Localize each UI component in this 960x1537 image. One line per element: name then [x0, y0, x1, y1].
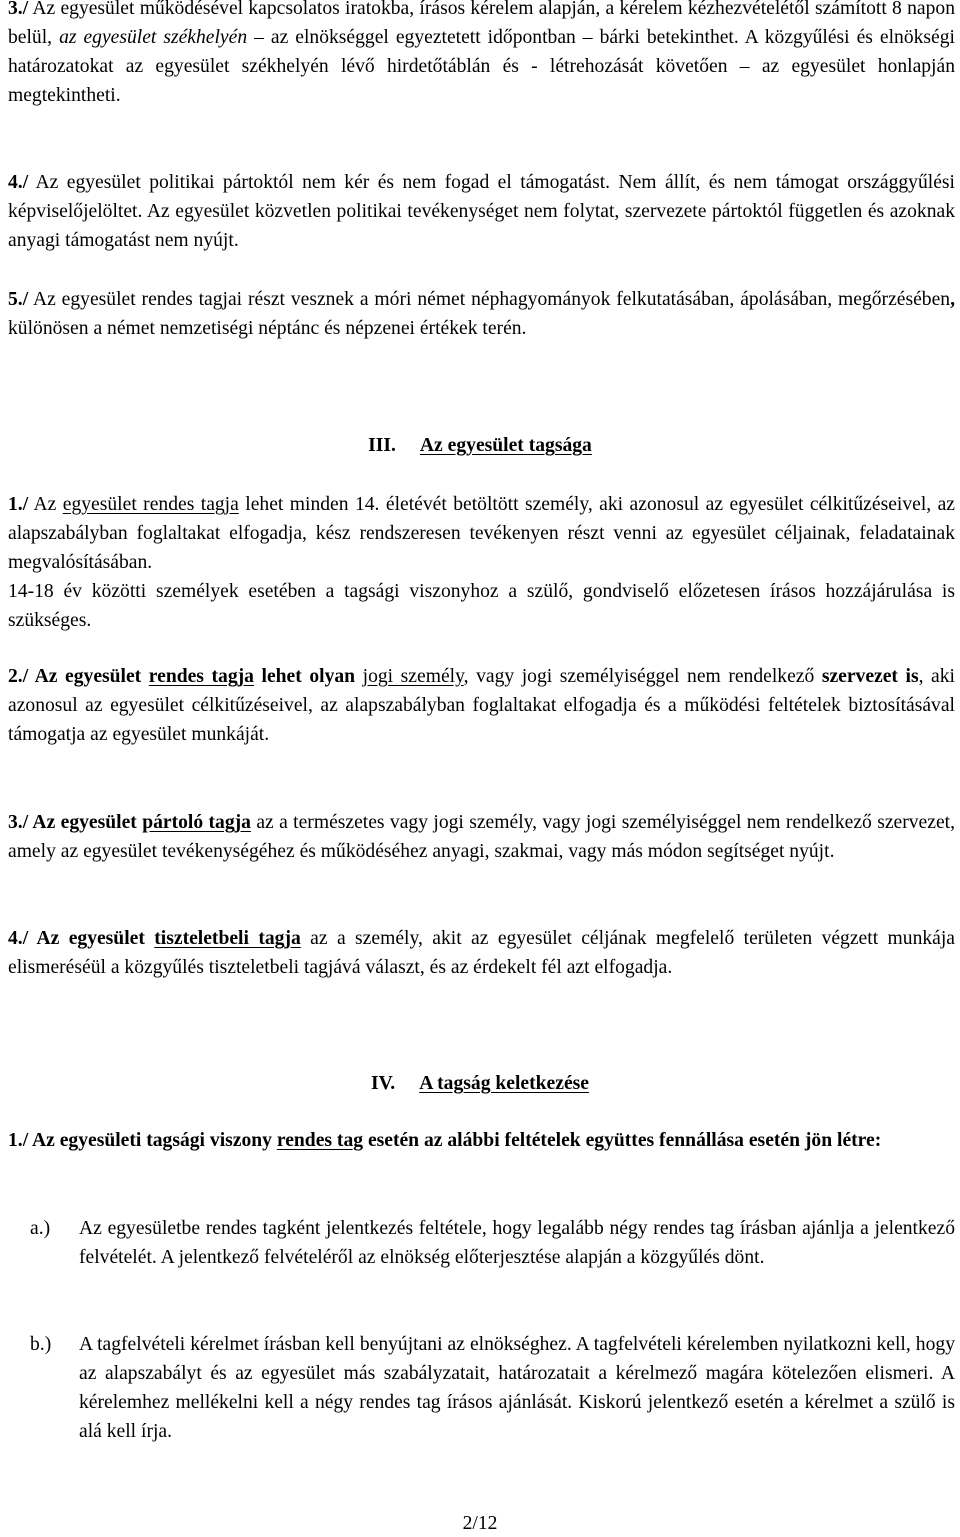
paragraph-number: 5./: [8, 289, 29, 310]
paragraph-italic-text: az egyesület székhelyén: [59, 27, 248, 48]
paragraph-text: különösen a német nemzetiségi néptánc és népzenei értékek terén.: [8, 318, 527, 339]
section-number: III.: [368, 435, 396, 456]
page-number: 2/12: [462, 1513, 498, 1534]
paragraph-text: Az: [28, 494, 63, 515]
member-type-term: pártoló tagja: [142, 812, 251, 833]
paragraph-3-4: [8, 924, 955, 982]
member-type-term: rendes tag: [276, 1130, 364, 1151]
list-item-text: Az egyesületbe rendes tagként jelentkezés feltétele, hogy legalább négy rendes tag írásban ajánlja a jelentkező felvételét. A jelentkező felvételéről az elnökség előterjesztése alapján a közgyűlés dönt.: [79, 1218, 955, 1268]
paragraph-text: lehet minden 14. életévét betöltött személy, aki azonosul az egyesület célkitűzéseivel, az alapszabályban foglaltakat elfogadja, kész rendszeresen tevékenyen részt venni az egyesület céljainak, feladatainak megvalósításában.: [8, 494, 955, 573]
member-type-term: tiszteletbeli tagja: [154, 928, 301, 949]
member-type-term: egyesület rendes tagja: [62, 494, 239, 515]
paragraph-bold-text: Az egyesület: [28, 666, 149, 687]
section-heading-3: [0, 431, 960, 460]
paragraph-number: 3./: [8, 812, 29, 833]
paragraph-2-3: [8, 0, 955, 110]
paragraph-bold-text: szervezet is: [821, 666, 919, 687]
member-type-term: rendes tagja: [148, 666, 254, 687]
paragraph-text: Az egyesület politikai pártoktól nem kér és nem fogad el támogatást. Nem állít, és nem támogat országgyűlési képviselőjelöltet. Az egyesület közvetlen politikai tevékenységet nem folytat, szervezete pártoktól független és azoknak anyagi támogatást nem nyújt.: [8, 172, 955, 251]
paragraph-3-2: [8, 662, 955, 749]
paragraph-bold-text: esetén az alábbi feltételek együttes fennállása esetén jön létre:: [363, 1130, 882, 1151]
legal-person-term: jogi személy: [362, 666, 464, 687]
list-item-a: [30, 1214, 955, 1272]
list-item-label: a.): [30, 1218, 51, 1239]
paragraph-text: 14-18 év közötti személyek esetében a tagsági viszonyhoz a szülő, gondviselő előzetesen írásos hozzájárulása is szükséges.: [8, 581, 955, 631]
paragraph-text: , vagy jogi személyiséggel nem rendelkező: [463, 666, 822, 687]
list-item-b: [30, 1330, 955, 1446]
paragraph-text: , aki azonosul az egyesület célkitűzéseivel, az alapszabályban foglaltakat elfogadja és a működési feltételek biztosításával támogatja az egyesület munkáját.: [8, 666, 955, 745]
paragraph-text: az a személy, akit az egyesület céljának megfelelő területen végzett munkája elismeréséül a közgyűlés tiszteletbeli tagjává választ, és az érdekelt fél azt elfogadja.: [8, 928, 956, 978]
paragraph-text: az a természetes vagy jogi személy, vagy jogi személyiséggel nem rendelkező szervezet, amely az egyesület tevékenységéhez és működéséhez anyagi, szakmai, vagy más módon segítséget nyújt.: [8, 812, 955, 862]
paragraph-number: 3./: [8, 0, 29, 19]
paragraph-3-1: [8, 490, 955, 635]
paragraph-bold-text: Az egyesületi tagsági viszony: [28, 1130, 277, 1151]
section-title: Az egyesület tagsága: [419, 435, 592, 456]
section-heading-4: [0, 1069, 960, 1098]
paragraph-2-5: [8, 285, 955, 343]
paragraph-3-3: [8, 808, 955, 866]
paragraph-4-1: [8, 1126, 955, 1155]
paragraph-bold-text: Az egyesület: [28, 928, 155, 949]
list-item-text: A tagfelvételi kérelmet írásban kell benyújtani az elnökséghez. A tagfelvételi kérelemben nyilatkozni kell, hogy az alapszabályt és az egyesület más szabályzatait, határozatait a kérelmező magára kötelezően elismeri. A kérelemhez mellékelni kell a négy rendes tag írásos ajánlását. Kiskorú jelentkező esetén a kérelmet a szülő is alá kell írja.: [79, 1334, 955, 1442]
paragraph-bold-text: Az egyesület: [28, 812, 143, 833]
list-item-label: b.): [30, 1334, 52, 1355]
paragraph-bold-text: lehet olyan: [253, 666, 356, 687]
paragraph-number: 4./: [8, 928, 29, 949]
paragraph-number: 1./: [8, 1130, 29, 1151]
paragraph-2-4: [8, 168, 955, 255]
paragraph-number: 4./: [8, 172, 29, 193]
paragraph-text: Az egyesület rendes tagjai részt vesznek a móri német néphagyományok felkutatásában, ápolásában, megőrzésében: [28, 289, 951, 310]
paragraph-text: Az egyesület működésével kapcsolatos iratokba, írásos kérelem alapján, a kérelem kézhezvételétől számított 8 napon belül,: [8, 0, 955, 48]
section-title: A tagság keletkezése: [419, 1073, 589, 1094]
section-number: IV.: [371, 1073, 396, 1094]
paragraph-number: 1./: [8, 494, 29, 515]
paragraph-bold-comma: ,: [950, 289, 955, 310]
paragraph-text: – az elnökséggel egyeztetett időpontban – bárki betekinthet. A közgyűlési és elnökségi határozatokat az egyesület székhelyén lévő hirdetőtáblán és - létrehozását követően – az egyesület honlapján megtekintheti.: [8, 27, 955, 106]
paragraph-text: [355, 666, 363, 687]
paragraph-number: 2./: [8, 666, 29, 687]
